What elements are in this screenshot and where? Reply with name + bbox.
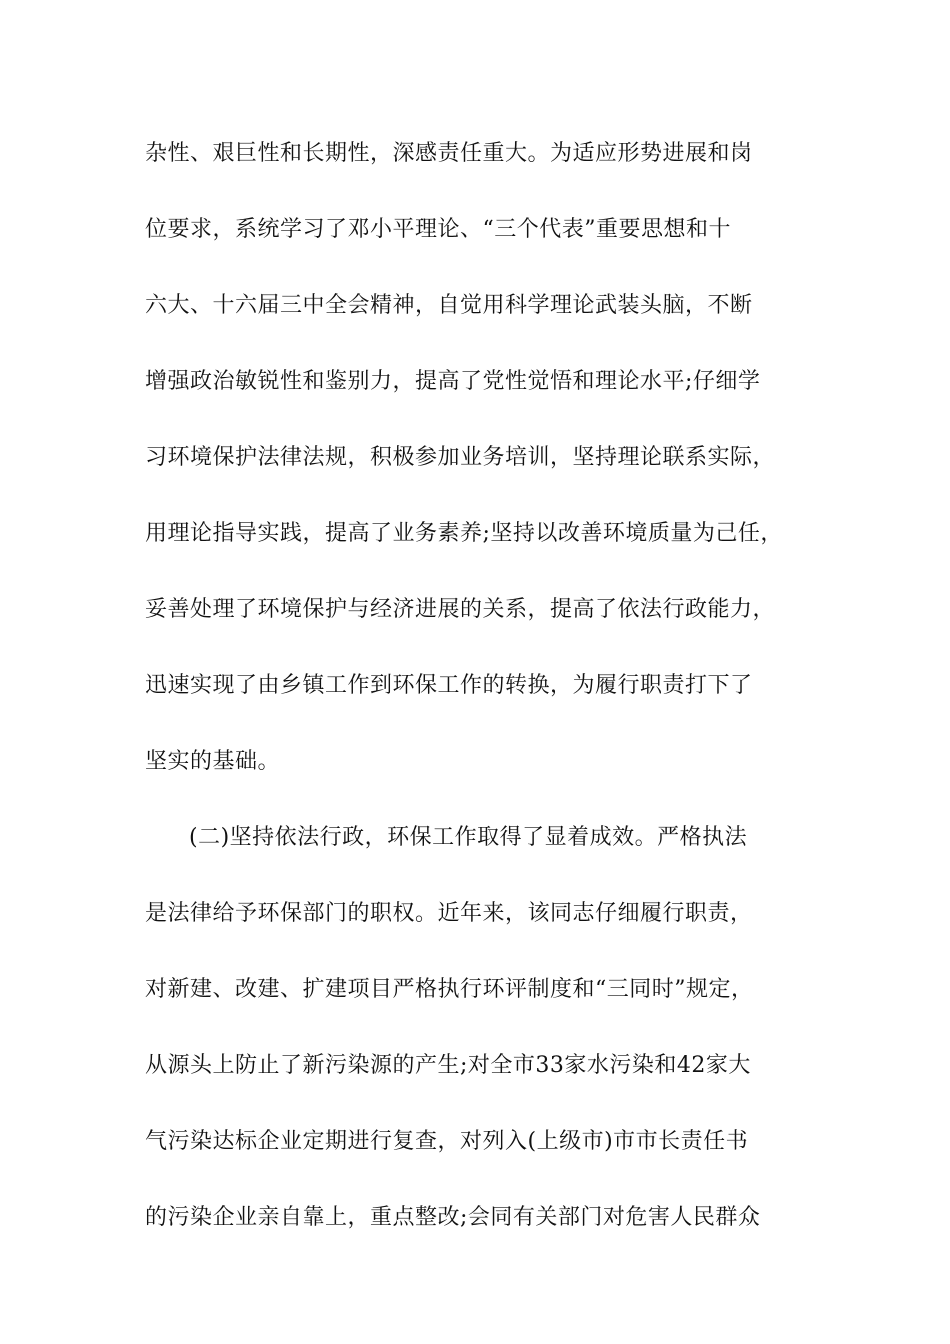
text-line: 妥善处理了环境保护与经济进展的关系，提高了依法行政能力，: [145, 597, 776, 622]
section-heading-line: (二)坚持依法行政，环保工作取得了显着成效。严格执法: [189, 825, 748, 850]
text-line: 增强政治敏锐性和鉴别力，提高了党性觉悟和理论水平;仔细学: [145, 369, 761, 394]
text-line: 对新建、改建、扩建项目严格执行环评制度和“三同时”规定，: [145, 977, 754, 1002]
text-line: 杂性、艰巨性和长期性，深感责任重大。为适应形势进展和岗: [145, 141, 753, 166]
text-line: 用理论指导实践，提高了业务素养;坚持以改善环境质量为己任，: [145, 521, 783, 546]
text-line: 六大、十六届三中全会精神，自觉用科学理论武装头脑，不断: [145, 293, 753, 318]
body-text: [145, 132, 825, 1272]
text-line: 从源头上防止了新污染源的产生;对全市33家水污染和42家大: [145, 1053, 751, 1078]
text-line: 是法律给予环保部门的职权。近年来，该同志仔细履行职责，: [145, 901, 753, 926]
text-line: 气污染达标企业定期进行复查，对列入(上级市)市市长责任书: [145, 1129, 749, 1154]
text-line: 迅速实现了由乡镇工作到环保工作的转换，为履行职责打下了: [145, 673, 753, 698]
text-line: 的污染企业亲自靠上，重点整改;会同有关部门对危害人民群众: [145, 1205, 761, 1230]
text-line: 位要求，系统学习了邓小平理论、“三个代表”重要思想和十: [145, 217, 731, 242]
text-line: 习环境保护法律法规，积极参加业务培训，坚持理论联系实际，: [145, 445, 776, 470]
text-line: 坚实的基础。: [145, 749, 281, 774]
